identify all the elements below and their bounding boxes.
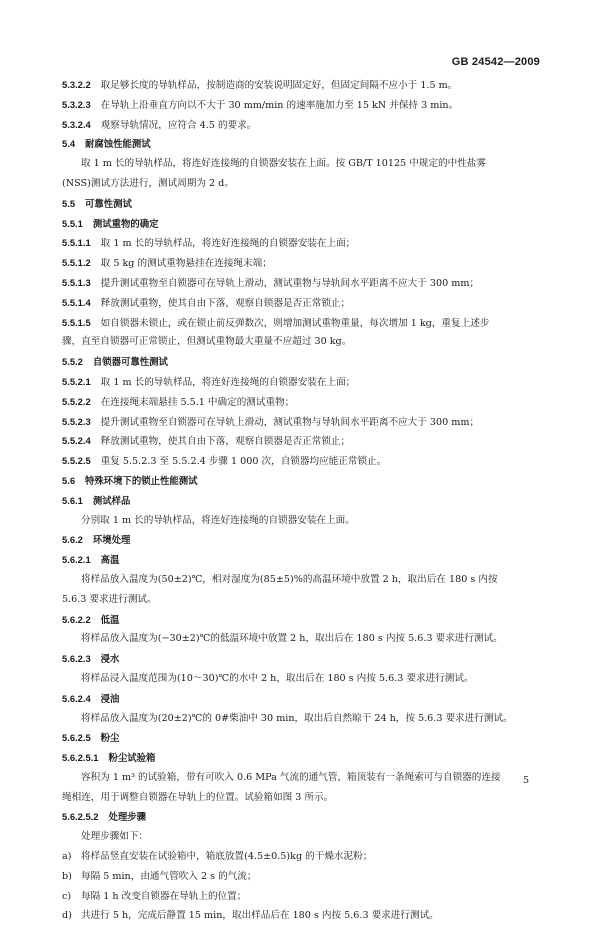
section-heading: [62, 474, 542, 487]
clause-number: 5.5.1: [62, 217, 83, 229]
list-item-text: 将样品竖直安装在试验箱中，箱底放置(4.5±0.5)kg 的干燥水泥粉；: [81, 851, 373, 863]
clause-number: 5.6.2.5.2: [62, 811, 99, 823]
section-heading: [62, 533, 542, 546]
clause-number: 5.6.2.3: [62, 653, 91, 665]
section-heading: [62, 652, 542, 665]
clause-number: 5.5.2.2: [62, 395, 91, 407]
clause-text: 如自锁器未锁止，或在锁止前反弹数次，则增加测试重物重量，每次增加 1 kg，重复上述步: [100, 317, 490, 329]
section-heading: [62, 217, 542, 230]
heading-text: 自锁器可靠性测试: [92, 357, 168, 369]
clause-number: 5.5.2: [62, 356, 83, 368]
list-item: [62, 890, 542, 903]
clause-number: 5.5.1.3: [62, 276, 91, 288]
clause-number: 5.5.2.4: [62, 435, 91, 447]
clause-text: 提升测试重物至自锁器可在导轨上滑动，测试重物与导轨间水平距离不应大于 300 mm；: [100, 416, 480, 428]
clause-line: [62, 316, 542, 329]
heading-text: 测试样品: [92, 495, 131, 507]
section-heading: [62, 197, 542, 210]
heading-text: 浸水: [100, 654, 120, 666]
continuation-line: (NSS)测试方法进行，测试周期为 2 d。: [62, 177, 234, 189]
clause-line: [62, 98, 542, 111]
heading-text: 测试重物的确定: [92, 218, 159, 230]
clause-text: 观察导轨情况，应符合 4.5 的要求。: [100, 119, 257, 131]
heading-text: 环境处理: [92, 535, 131, 547]
section-heading: [62, 355, 542, 368]
heading-text: 粉尘试验箱: [108, 753, 156, 765]
section-heading: [62, 731, 542, 744]
clause-number: 5.3.2.2: [62, 79, 91, 90]
page-number: 5: [523, 775, 530, 786]
clause-number: 5.5.2.1: [62, 375, 91, 387]
clause-number: 5.6.2.2: [62, 613, 91, 625]
clause-number: 5.6.2.1: [62, 554, 91, 566]
clause-line: [62, 434, 542, 447]
clause-text: 在连接绳末端悬挂 5.5.1 中确定的测试重物；: [100, 396, 295, 408]
clause-number: 5.5.1.5: [62, 316, 91, 328]
clause-line: [62, 296, 542, 309]
paragraph-line: 将样品放入温度为(20±2)℃的 0#柴油中 30 min，取出后自然晾干 24 h，按 5.6.3 要求进行测试。: [81, 712, 513, 724]
clause-text: 重复 5.5.2.3 至 5.5.2.4 步骤 1 000 次，自锁器均应能正常锁止。: [100, 456, 387, 468]
clause-number: 5.6.2.5.1: [62, 752, 99, 764]
heading-text: 特殊环境下的锁止性能测试: [85, 475, 198, 487]
section-heading: [62, 494, 542, 507]
section-heading: [62, 692, 542, 705]
list-item-label: a): [62, 851, 72, 863]
paragraph-line: 容积为 1 m³ 的试验箱，带有可吹入 0.6 MPa 气流的通气管，箱顶装有一条绳索可与自锁器的连接: [81, 771, 501, 783]
clause-number: 5.6.1: [62, 494, 83, 506]
clause-number: 5.5.1.2: [62, 257, 91, 269]
clause-line: [62, 118, 542, 131]
list-item-label: d): [62, 910, 72, 922]
clause-number: 5.6.2: [62, 534, 83, 546]
standard-code: GB 24542—2009: [451, 56, 540, 68]
clause-number: 5.6.2.5: [62, 732, 91, 744]
heading-text: 处理步骤: [108, 812, 147, 824]
clause-number: 5.5.1.1: [62, 237, 91, 249]
clause-text: 取 1 m 长的导轨样品，将连好连接绳的自锁器安装在上面；: [100, 238, 356, 250]
document-body: [62, 78, 542, 929]
paragraph-line: 分别取 1 m 长的导轨样品，将连好连接绳的自锁器安装在上面。: [81, 514, 355, 526]
clause-number: 5.5.2.3: [62, 415, 91, 427]
clause-line: [62, 395, 542, 408]
clause-number: 5.3.2.3: [62, 98, 91, 110]
clause-line: [62, 256, 542, 269]
continuation-line: 5.6.3 要求进行测试。: [62, 593, 157, 605]
clause-number: 5.6: [62, 474, 76, 486]
clause-number: 5.4: [62, 138, 76, 150]
heading-text: 高温: [100, 555, 120, 567]
list-item: [62, 870, 542, 883]
clause-text: 取足够长度的导轨样品，按制造商的安装说明固定好，但固定间隔不应小于 1.5 m。: [100, 80, 458, 91]
heading-text: 耐腐蚀性能测试: [85, 139, 151, 151]
section-heading: [62, 613, 542, 626]
paragraph-line: 取 1 m 长的导轨样品，将连好连接绳的自锁器安装在上面。按 GB/T 10125 中规定的中性盐雾: [81, 158, 486, 170]
list-item-text: 共进行 5 h，完成后静置 15 min，取出样品后在 180 s 内按 5.6.3 要求进行测试。: [81, 910, 439, 922]
clause-text: 提升测试重物至自锁器可在导轨上滑动，测试重物与导轨间水平距离不应大于 300 mm；: [100, 277, 480, 289]
list-item-text: 每隔 1 h 改变自锁器在导轨上的位置；: [81, 890, 247, 902]
section-heading: [62, 553, 542, 566]
paragraph-line: 将样品浸入温度范围为(10～30)℃的水中 2 h，取出后在 180 s 内按 5.6.3 要求进行测试。: [81, 672, 474, 684]
paragraph-line: 将样品放入温度为(50±2)℃，相对湿度为(85±5)%的高温环境中放置 2 h，取出后在 180 s 内按: [81, 573, 498, 585]
clause-line: [62, 454, 542, 467]
clause-number: 5.5.1.4: [62, 296, 91, 308]
clause-number: 5.3.2.4: [62, 118, 91, 130]
paragraph-line: 处理步骤如下：: [81, 831, 149, 843]
clause-line: [62, 375, 542, 388]
list-item-text: 每隔 5 min，由通气管吹入 2 s 的气流；: [81, 870, 257, 882]
continuation-line: 骤，直至自锁器可正常锁止，但测试重物最大重量不应超过 30 kg。: [62, 336, 352, 348]
list-item: [62, 909, 542, 922]
clause-line: [62, 415, 542, 428]
clause-text: 取 5 kg 的测试重物悬挂在连接绳末端；: [100, 258, 272, 270]
heading-text: 浸油: [100, 693, 120, 705]
paragraph-line: 将样品放入温度为(−30±2)℃的低温环境中放置 2 h，取出后在 180 s 内按 5.6.3 要求进行测试。: [81, 633, 503, 645]
continuation-line: 绳相连，用于调整自锁器在导轨上的位置。试验箱如图 3 所示。: [62, 791, 334, 803]
clause-line: [62, 78, 542, 91]
list-item: [62, 850, 542, 863]
list-item-label: b): [62, 870, 72, 882]
clause-text: 在导轨上沿垂直方向以不大于 30 mm/min 的速率施加力至 15 kN 并保持 3 min。: [100, 99, 459, 111]
heading-text: 粉尘: [100, 733, 120, 745]
clause-number: 5.6.2.4: [62, 692, 91, 704]
clause-number: 5.5.2.5: [62, 455, 91, 467]
clause-text: 释放测试重物，使其自由下落，观察自锁器是否正常锁止；: [100, 436, 351, 448]
clause-number: 5.5: [62, 197, 76, 209]
list-item-label: c): [62, 890, 72, 902]
clause-line: [62, 236, 542, 249]
section-heading: [62, 810, 542, 823]
heading-text: 低温: [100, 614, 120, 626]
clause-line: [62, 276, 542, 289]
section-heading: [62, 137, 542, 150]
clause-text: 释放测试重物，使其自由下落，观察自锁器是否正常锁止；: [100, 297, 351, 309]
heading-text: 可靠性测试: [85, 198, 132, 210]
section-heading: [62, 751, 542, 764]
clause-text: 取 1 m 长的导轨样品，将连好连接绳的自锁器安装在上面；: [100, 376, 356, 388]
